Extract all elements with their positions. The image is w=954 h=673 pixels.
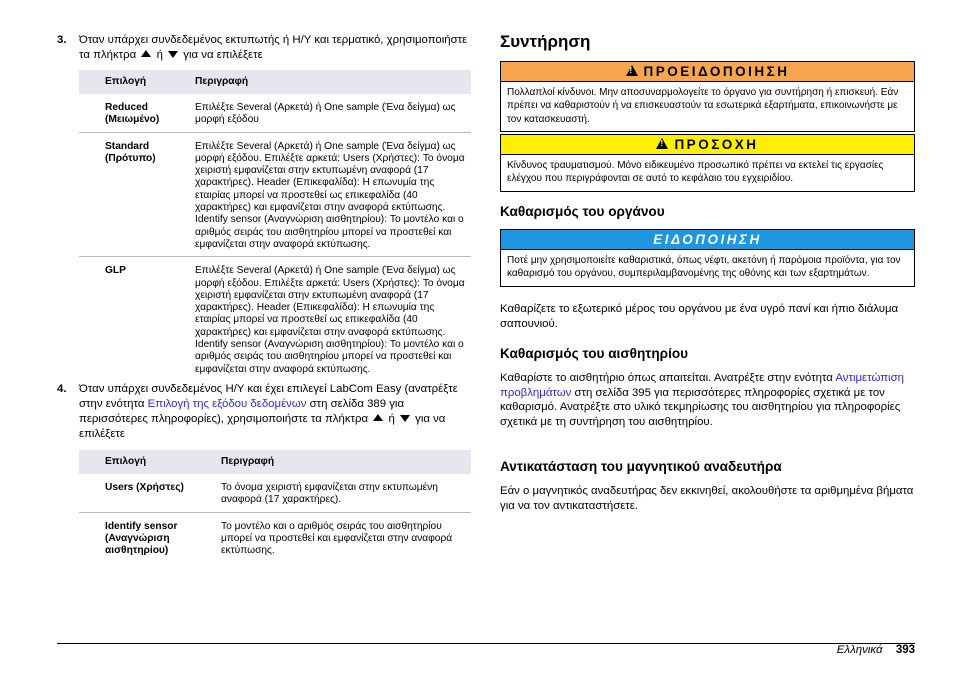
description-cell: Επιλέξτε Several (Αρκετά) ή One sample (Ένα δείγμα) ως μορφή εξόδου. Επιλέξτε αρκετά: Users (Χρήστες): Το όνομα χειριστή εμφανίζεται στην εκτυπωμένη αναφορά (17 χαρακτήρες). Header (Επικεφαλίδα): Η επωνυμία της εταιρίας μπορεί να προστεθεί ως επικεφαλίδα (40 χαρακτήρες) και εμφανίζεται στην αναφορά εκτύπωσης. Identify sensor (Αναγνώριση αισθητηρίου): Το μοντέλο και ο αριθμός σειράς του αισθητηρίου μπορεί να προστεθεί και εμφανίζεται στην αναφορά εκτύπωσης. [189, 132, 471, 257]
notice-header [501, 230, 914, 250]
caution-header [501, 135, 914, 155]
footer-language: Ελληνικά [836, 644, 883, 656]
step-text-end: για να επιλέξετε [79, 413, 446, 440]
step-number: 3. [57, 34, 67, 46]
step-text-cont: στη σελίδα 389 για περισσότερες πληροφορίες), χρησιμοποιήστε τα πλήκτρα [79, 398, 405, 425]
arrow-down-icon [168, 51, 178, 58]
heading-stirrer-replacement: Αντικατάσταση του μαγνητικού αναδευτήρα [500, 459, 782, 474]
description-cell: Επιλέξτε Several (Αρκετά) ή One sample (Ένα δείγμα) ως μορφή εξόδου. Επιλέξτε αρκετά: Users (Χρήστες): Το όνομα χειριστή εμφανίζεται στην εκτυπωμένη αναφορά (17 χαρακτήρες). Header (Επικεφαλίδα): Η επωνυμία της εταιρίας μπορεί να προστεθεί ως επικεφαλίδα (40 χαρακτήρες) και εμφανίζεται στην αναφορά εκτύπωσης. Identify sensor (Αναγνώριση αισθητηρίου): Το μοντέλο και ο αριθμός σειράς του αισθητηρίου μπορεί να προστεθεί και εμφανίζεται στην αναφορά εκτύπωσης. [195, 265, 465, 375]
option-cell: Identify sensor (Αναγνώριση αισθητηρίου) [105, 520, 178, 557]
heading-instrument-cleaning: Καθαρισμός του οργάνου [500, 204, 665, 219]
warning-triangle-icon [626, 65, 638, 76]
step-text-or: ή [388, 413, 395, 425]
column-header-description: Περιγραφή [215, 450, 471, 474]
table-row [79, 474, 471, 512]
step-4 [57, 382, 472, 442]
column-header-description: Περιγραφή [189, 70, 471, 94]
step-text: Όταν υπάρχει συνδεδεμένος εκτυπωτής ή Η/Υ και τερματικό, χρησιμοποιήστε τα πλήκτρα [79, 34, 468, 61]
step-text: Όταν υπάρχει συνδεδεμένος Η/Υ και έχει επιλεγεί LabCom Easy (ανατρέξτε στην ενότητα [79, 383, 458, 410]
option-cell: Reduced (Μειωμένο) [79, 94, 189, 132]
caution-box [500, 134, 915, 192]
table-row [79, 257, 471, 381]
option-cell: Users (Χρήστες) [79, 474, 215, 512]
description-cell: Το όνομα χειριστή εμφανίζεται στην εκτυπωμένη αναφορά (17 χαρακτήρες). [215, 474, 471, 512]
column-header-option: Επιλογή [79, 70, 189, 94]
column-header-option: Επιλογή [79, 450, 215, 474]
paragraph-sensor-text: Καθαρίστε το αισθητήριο όπως απαιτείται. Ανατρέξτε στην ενότητα [500, 372, 833, 384]
step-3 [57, 33, 472, 63]
notice-box [500, 229, 915, 287]
section-title: Συντήρηση [500, 32, 591, 51]
description-cell: Επιλέξτε Several (Αρκετά) ή One sample (Ένα δείγμα) ως μορφή εξόδου [189, 94, 471, 132]
notice-text: Ποτέ μην χρησιμοποιείτε καθαριστικά, όπως νέφτι, ακετόνη ή παρόμοια προϊόντα, για τον καθαρισμό του οργάνου, συμπεριλαμβανομένης της οθόνης και των εξαρτημάτων. [507, 255, 901, 280]
arrow-up-icon [141, 50, 151, 57]
warning-header [501, 62, 914, 82]
warning-text: Πολλαπλοί κίνδυνοι. Μην αποσυναρμολογείτε το όργανο για συντήρηση ή επισκευή. Εάν πρέπει να καθαριστούν ή να επισκευαστούν τα εσωτερικά εξαρτήματα, επικοινωνήστε με τον κατασκευαστή. [507, 87, 899, 125]
heading-sensor-cleaning: Καθαρισμός του αισθητηρίου [500, 346, 689, 361]
paragraph-sensor [500, 371, 915, 429]
troubleshooting-link[interactable]: Αντιμετώπιση προβλημάτων [500, 372, 904, 399]
paragraph-sensor-text-cont: στη σελίδα 395 για περισσότερες πληροφορίες σχετικά με τον καθαρισμό. Ανατρέξτε στο υλικό τεκμηρίωσης του αισθητηρίου για πληροφορίες σχετικά με τη συντήρηση του αισθητηρίου. [500, 386, 901, 428]
notice-label: ΕΙΔΟΠΟΙΗΣΗ [653, 232, 762, 247]
arrow-up-icon [373, 414, 383, 421]
paragraph-instrument: Καθαρίζετε το εξωτερικό μέρος του οργάνου με ένα υγρό πανί και ήπιο διάλυμα σαπουνιού. [500, 303, 899, 330]
warning-box [500, 61, 915, 132]
caution-text: Κίνδυνος τραυματισμού. Μόνο ειδικευμένο προσωπικό πρέπει να εκτελεί τις εργασίες ελέγχου που περιγράφονται σε αυτό το κεφάλαιο του εγχειριδίου. [507, 160, 884, 185]
table-row [79, 132, 471, 257]
output-selection-link[interactable]: Επιλογή της εξόδου δεδομένων [147, 398, 307, 410]
table-row [79, 94, 471, 132]
arrow-down-icon [400, 415, 410, 422]
description-cell: Το μοντέλο και ο αριθμός σειράς του αισθητηρίου μπορεί να προστεθεί και εμφανίζεται στην αναφορά εκτύπωσης. [221, 520, 453, 557]
table-header-row [79, 70, 471, 94]
footer [837, 644, 915, 656]
table-row [79, 512, 471, 562]
option-cell: GLP [105, 265, 126, 277]
paragraph-stirrer: Εάν ο μαγνητικός αναδευτήρας δεν εκκινηθεί, ακολουθήστε τα αριθμημένα βήματα για να τον αντικαταστήσετε. [500, 485, 914, 512]
step-text-end: για να επιλέξετε [183, 49, 263, 61]
caution-triangle-icon [656, 138, 668, 149]
options-table-2 [79, 450, 471, 562]
page-number: 393 [895, 644, 915, 656]
option-cell: Standard (Πρότυπο) [79, 132, 189, 257]
options-table-1 [79, 70, 471, 381]
step-number: 4. [57, 383, 67, 395]
footer-divider [57, 643, 915, 644]
caution-label: ΠΡΟΣΟΧΗ [674, 137, 759, 152]
step-text-or: ή [156, 49, 163, 61]
warning-label: ΠΡΟΕΙΔΟΠΟΙΗΣΗ [643, 64, 790, 79]
table-header-row [79, 450, 471, 474]
